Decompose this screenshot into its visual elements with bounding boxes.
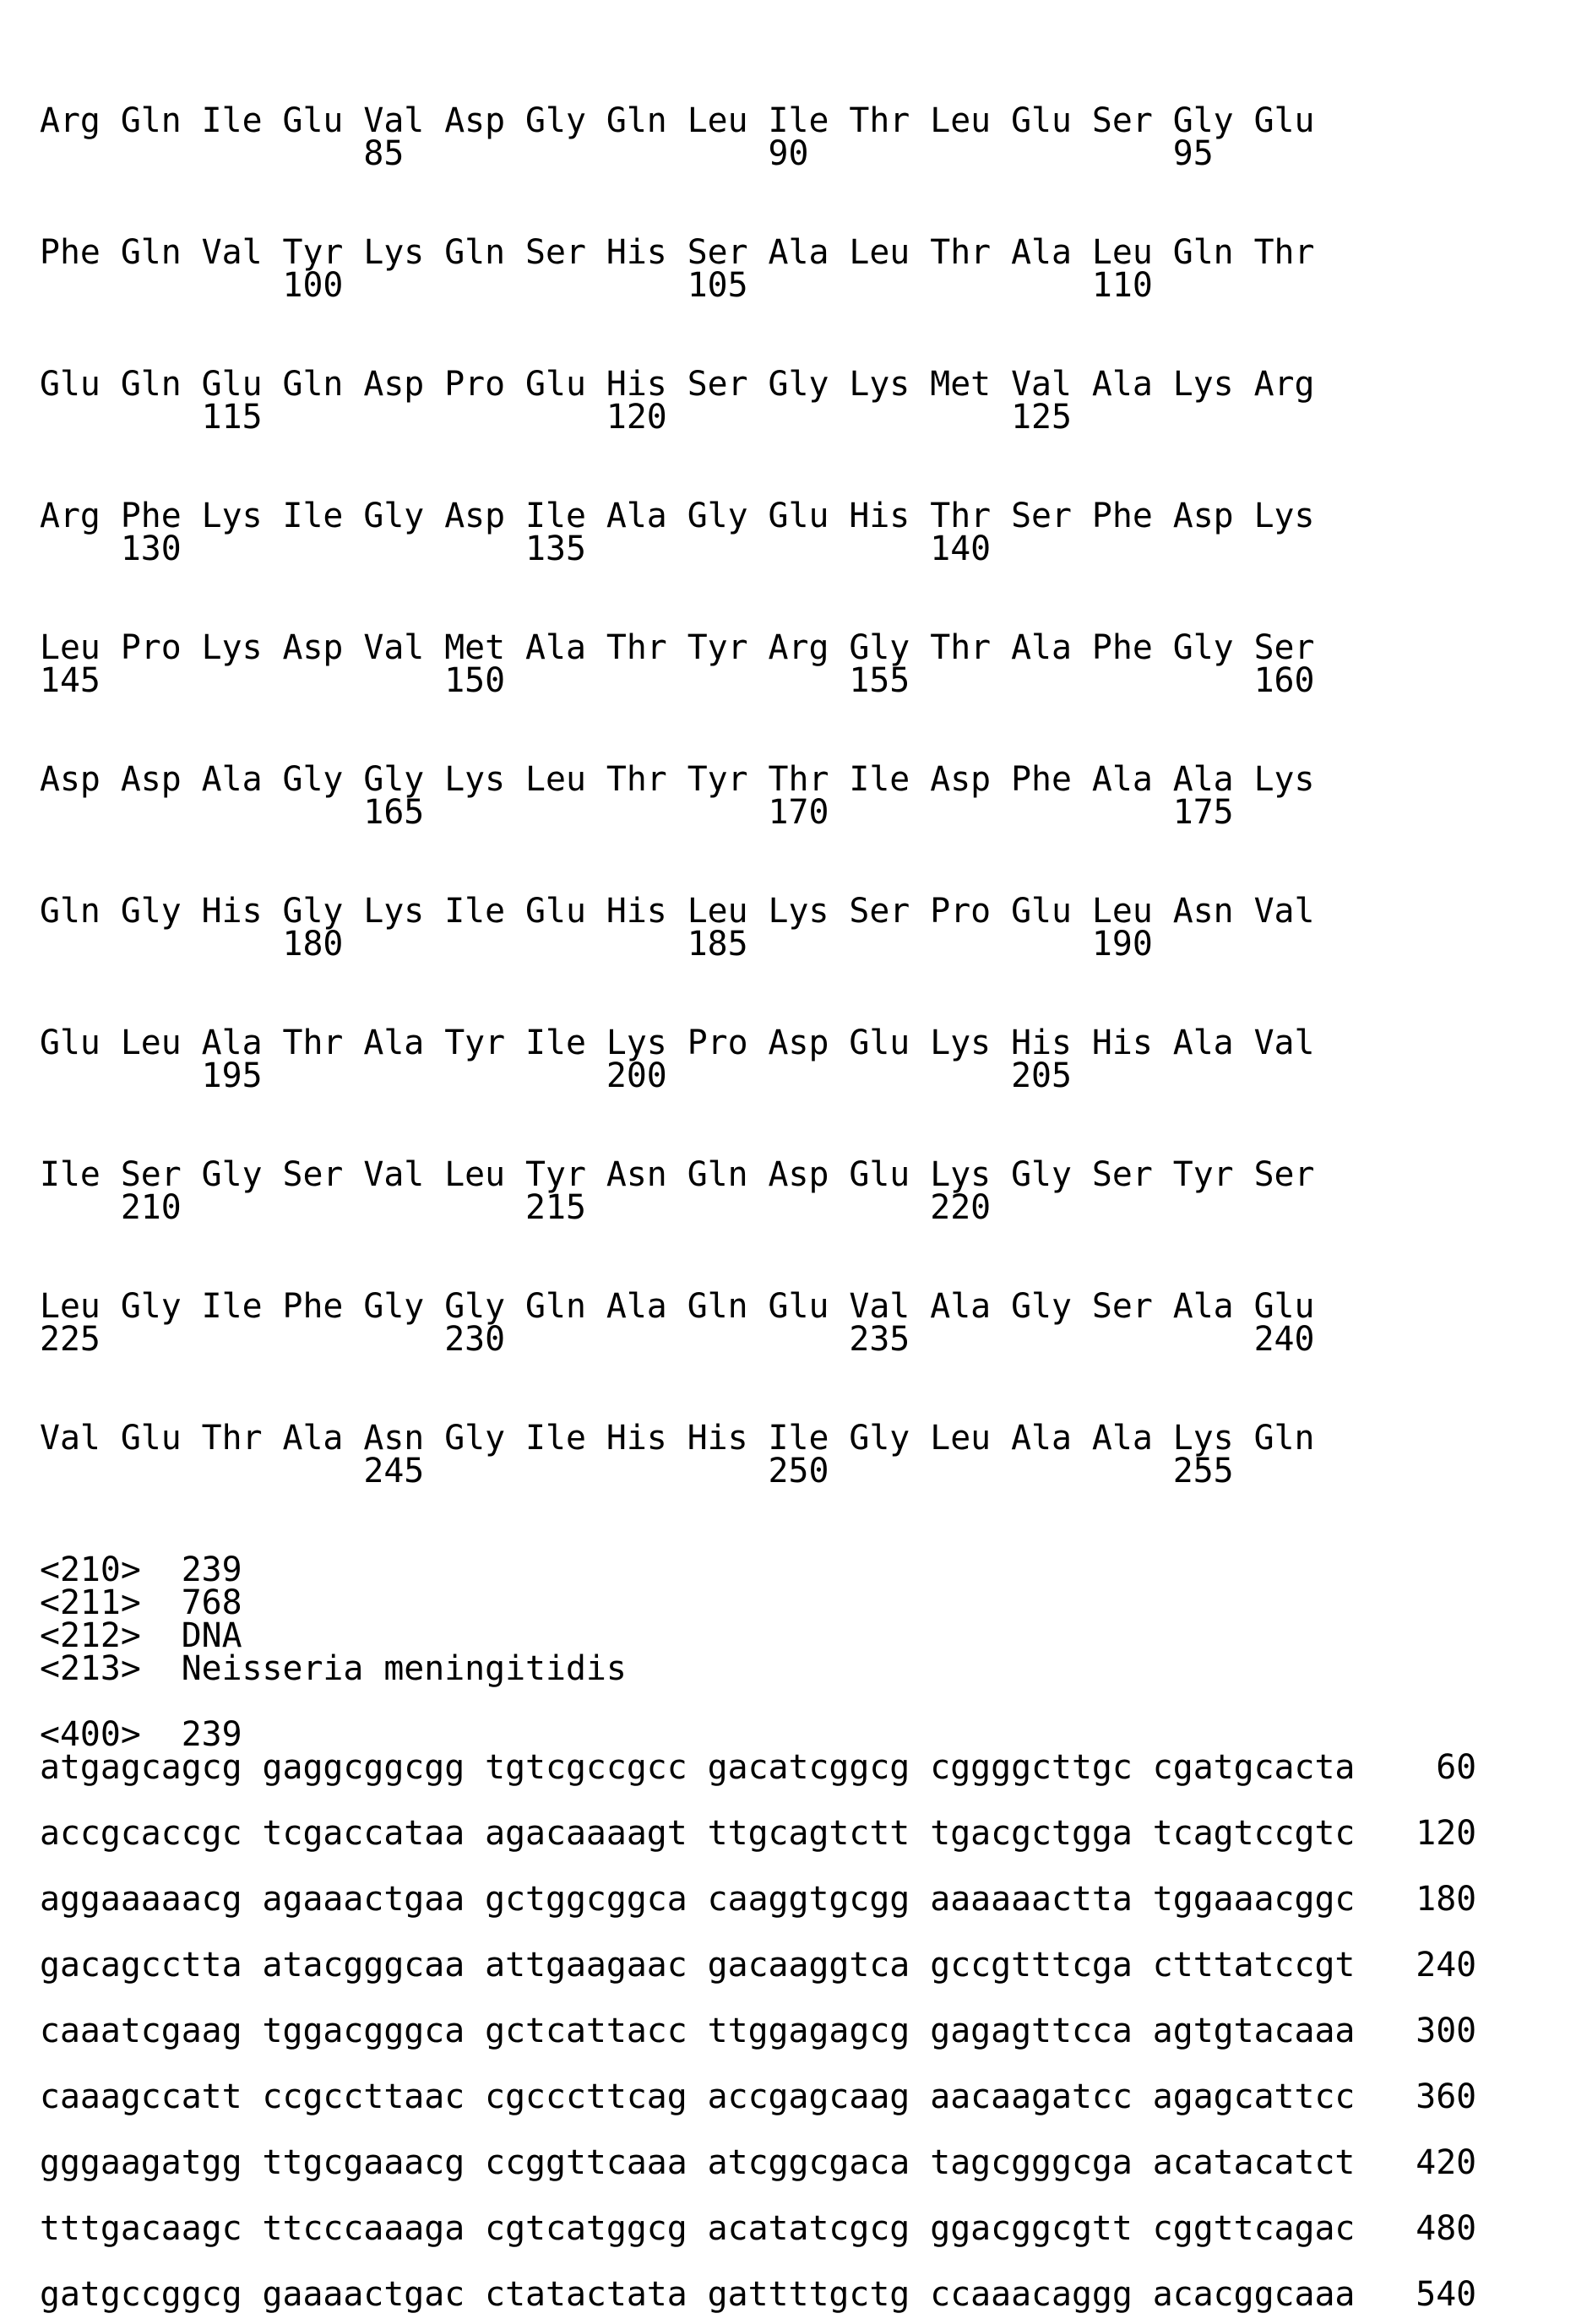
metadata-line: <210> 239 xyxy=(40,1550,242,1589)
amino-acid-block xyxy=(40,101,1576,173)
residue-number-line: 210 215 220 xyxy=(40,1188,992,1227)
amino-acid-section xyxy=(40,101,1576,1491)
amino-acid-block xyxy=(40,1287,1576,1359)
metadata-line: <213> Neisseria meningitidis xyxy=(40,1649,627,1688)
residue-number-line: 85 90 95 xyxy=(40,134,1214,173)
amino-acid-block xyxy=(40,892,1576,964)
amino-acid-block xyxy=(40,365,1576,437)
dna-sequence-line: caaagccatt ccgccttaac cgcccttcag accgagcaag aacaagatcc agagcattcc 360 xyxy=(40,2077,1477,2116)
dna-sequence-section xyxy=(40,1748,1576,2314)
residue-number-line: 245 250 255 xyxy=(40,1452,1234,1491)
amino-acid-block xyxy=(40,497,1576,568)
amino-acid-sequence-line: Gln Gly His Gly Lys Ile Glu His Leu Lys Ser Pro Glu Leu Asn Val xyxy=(40,892,1315,931)
dna-sequence-line: gggaagatgg ttgcgaaacg ccggttcaaa atcggcgaca tagcgggcga acatacatct 420 xyxy=(40,2143,1477,2182)
amino-acid-sequence-line: Leu Pro Lys Asp Val Met Ala Thr Tyr Arg Gly Thr Ala Phe Gly Ser xyxy=(40,628,1315,667)
metadata-line: <212> DNA xyxy=(40,1616,242,1655)
residue-number-line: 100 105 110 xyxy=(40,266,1153,305)
residue-number-line: 130 135 140 xyxy=(40,529,992,568)
residue-number-line: 225 230 235 240 xyxy=(40,1320,1315,1359)
amino-acid-block xyxy=(40,1024,1576,1095)
amino-acid-block xyxy=(40,233,1576,305)
sequence-identifier-line: <400> 239 xyxy=(40,1715,242,1754)
amino-acid-sequence-line: Ile Ser Gly Ser Val Leu Tyr Asn Gln Asp Glu Lys Gly Ser Tyr Ser xyxy=(40,1155,1315,1194)
dna-sequence-line: tttgacaagc ttcccaaaga cgtcatggcg acatatcgcg ggacggcgtt cggttcagac 480 xyxy=(40,2209,1477,2248)
amino-acid-sequence-line: Glu Gln Glu Gln Asp Pro Glu His Ser Gly Lys Met Val Ala Lys Arg xyxy=(40,365,1315,404)
amino-acid-sequence-line: Leu Gly Ile Phe Gly Gly Gln Ala Gln Glu Val Ala Gly Ser Ala Glu xyxy=(40,1287,1315,1326)
amino-acid-block xyxy=(40,1419,1576,1491)
residue-number-line: 165 170 175 xyxy=(40,793,1234,832)
amino-acid-sequence-line: Phe Gln Val Tyr Lys Gln Ser His Ser Ala Leu Thr Ala Leu Gln Thr xyxy=(40,233,1315,272)
residue-number-line: 180 185 190 xyxy=(40,925,1153,964)
dna-sequence-line: atgagcagcg gaggcggcgg tgtcgccgcc gacatcggcg cggggcttgc cgatgcacta 60 xyxy=(40,1748,1477,1787)
residue-number-line: 195 200 205 xyxy=(40,1056,1072,1095)
sequence-metadata-section xyxy=(40,1550,1576,1688)
dna-sequence-line: gatgccggcg gaaaactgac ctatactata gattttgctg ccaaacaggg acacggcaaa 540 xyxy=(40,2275,1477,2314)
amino-acid-block xyxy=(40,760,1576,832)
residue-number-line: 145 150 155 160 xyxy=(40,661,1315,700)
amino-acid-block xyxy=(40,1155,1576,1227)
amino-acid-sequence-line: Arg Phe Lys Ile Gly Asp Ile Ala Gly Glu His Thr Ser Phe Asp Lys xyxy=(40,497,1315,535)
amino-acid-sequence-line: Val Glu Thr Ala Asn Gly Ile His His Ile Gly Leu Ala Ala Lys Gln xyxy=(40,1419,1315,1458)
dna-sequence-line: accgcaccgc tcgaccataa agacaaaagt ttgcagtctt tgacgctgga tcagtccgtc 120 xyxy=(40,1814,1477,1853)
residue-number-line: 115 120 125 xyxy=(40,398,1072,437)
dna-sequence-line: aggaaaaacg agaaactgaa gctggcggca caaggtgcgg aaaaaactta tggaaacggc 180 xyxy=(40,1880,1477,1919)
amino-acid-sequence-line: Asp Asp Ala Gly Gly Lys Leu Thr Tyr Thr Ile Asp Phe Ala Ala Lys xyxy=(40,760,1315,799)
amino-acid-sequence-line: Arg Gln Ile Glu Val Asp Gly Gln Leu Ile Thr Leu Glu Ser Gly Glu xyxy=(40,101,1315,140)
metadata-line: <211> 768 xyxy=(40,1583,242,1622)
dna-sequence-line: gacagcctta atacgggcaa attgaagaac gacaaggtca gccgtttcga ctttatccgt 240 xyxy=(40,1946,1477,1985)
amino-acid-block xyxy=(40,628,1576,700)
amino-acid-sequence-line: Glu Leu Ala Thr Ala Tyr Ile Lys Pro Asp Glu Lys His His Ala Val xyxy=(40,1024,1315,1062)
dna-sequence-line: caaatcgaag tggacgggca gctcattacc ttggagagcg gagagttcca agtgtacaaa 300 xyxy=(40,2012,1477,2050)
